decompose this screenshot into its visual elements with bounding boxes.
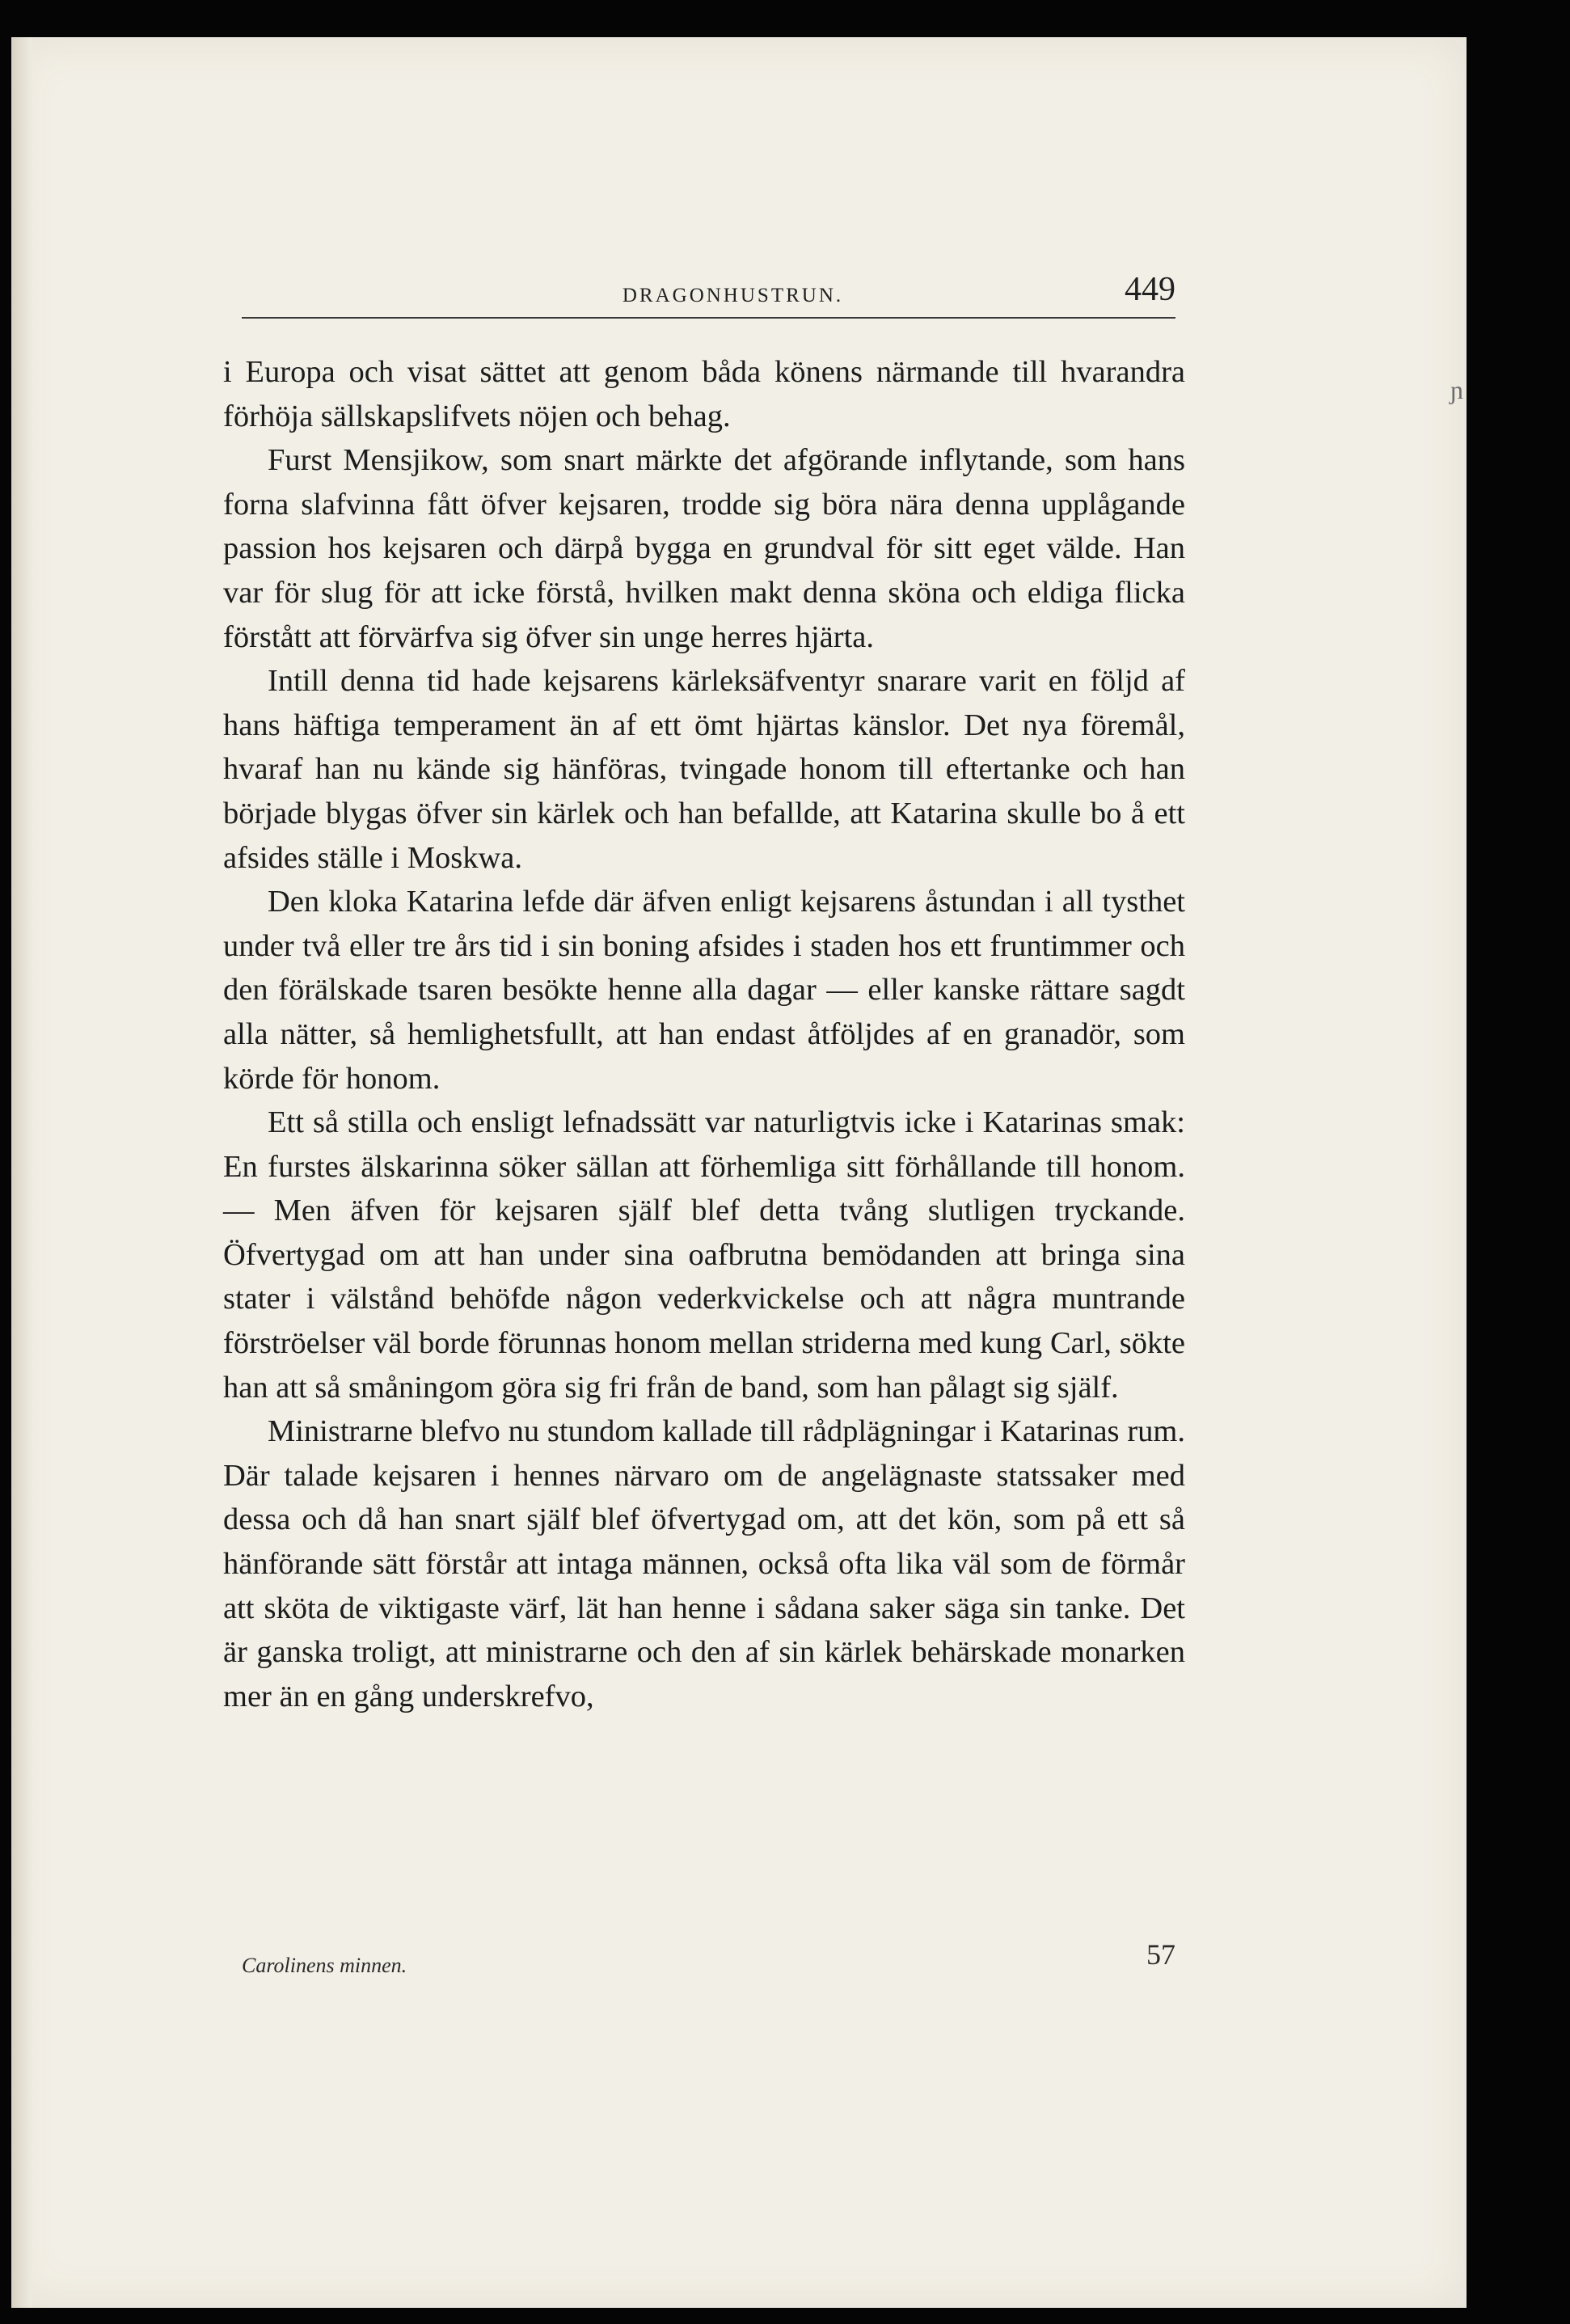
page-number: 449 bbox=[1125, 271, 1175, 308]
page-footer bbox=[242, 1937, 1175, 1986]
book-page bbox=[11, 37, 1467, 2308]
book-title-signature: Carolinens minnen. bbox=[242, 1954, 407, 1977]
paragraph: Intill denna tid hade kejsarens kärleksäfventyr snarare varit en följd af hans häftiga temperament än af ett ömt hjärtas känslor. Det nya föremål, hvaraf han nu kände sig hänföras, tvingade honom till eftertanke och han började blygas öfver sin kärlek och han befallde, att Katarina skulle bo å ett afsides ställe i Moskwa. bbox=[223, 664, 1185, 875]
signature-mark: 57 bbox=[1146, 1938, 1175, 1971]
paragraph: Den kloka Katarina lefde där äfven enligt kejsarens åstundan i all tysthet under två eller tre års tid i sin boning afsides i staden hos ett fruntimmer och den förälskade tsaren besökte henne alla dagar — eller kanske rättare sagdt alla nätter, så hemlighetsfullt, att han endast åtföljdes af en granadör, som körde för honom. bbox=[223, 885, 1185, 1096]
body-text bbox=[223, 350, 1185, 1718]
paragraph: Ministrarne blefvo nu stundom kallade till rådplägningar i Katarinas rum. Där talade kejsaren i hennes närvaro om de angelägnaste statssaker med dessa och då han snart själf blef öfvertygad om, att det kön, som på ett så hänförande sätt förstår att intaga männen, också ofta lika väl som de förmår att sköta de viktigaste värf, lät han henne i sådana saker säga sin tanke. Det är ganska troligt, att ministrarne och den af sin kärlek behärskade monarken mer än en gång underskrefvo, bbox=[223, 1414, 1185, 1713]
page-spine-shadow bbox=[11, 37, 32, 2308]
paragraph: Ett så stilla och ensligt lefnadssätt var naturligtvis icke i Katarinas smak: En furstes älskarinna söker sällan att förhemliga sitt förhållande till honom. — Men äfven för kejsaren själf blef detta tvång slutligen tryckande. Öfvertygad om att han under sina oafbrutna bemödanden att bringa sina stater i välstånd behöfde någon vederkvickelse och att några muntrande förströelser väl borde förunnas honom mellan striderna med kung Carl, sökte han att så småningom göra sig fri från de band, som han pålagt sig själf. bbox=[223, 1105, 1185, 1405]
paragraph: i Europa och visat sättet att genom båda könens närmande till hvarandra förhöja sällskapslifvets nöjen och behag. bbox=[223, 355, 1185, 433]
header-rule bbox=[242, 317, 1175, 319]
margin-pencil-mark: ɲ bbox=[1450, 375, 1463, 404]
running-title: DRAGONHUSTRUN. bbox=[622, 285, 844, 306]
page-header bbox=[242, 254, 1175, 319]
paragraph: Furst Mensjikow, som snart märkte det afgörande inflytande, som hans forna slafvinna fått öfver kejsaren, trodde sig böra nära denna upplågande passion hos kejsaren och därpå bygga en grundval för sitt eget välde. Han var för slug för att icke förstå, hvilken makt denna sköna och eldiga flicka förstått att förvärfva sig öfver sin unge herres hjärta. bbox=[223, 443, 1185, 654]
